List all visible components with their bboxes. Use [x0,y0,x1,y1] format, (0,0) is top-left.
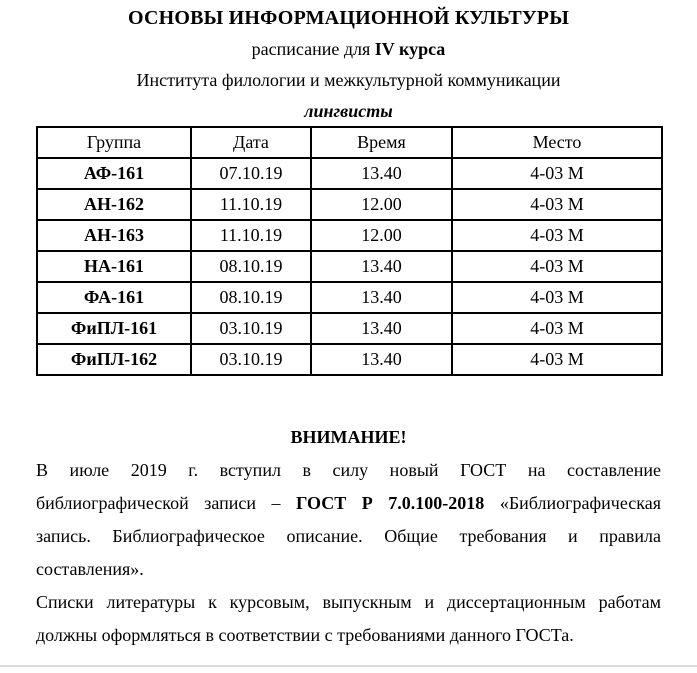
text-line-content: должны оформляться в соответствии с требованиями данного ГОСТа. [36,625,574,645]
cell-group: ФиПЛ-161 [37,313,191,344]
text-line [36,454,661,487]
text-line [36,619,661,652]
notice-heading: ВНИМАНИЕ! [290,427,407,447]
doc-header [0,0,697,127]
cell-date: 11.10.19 [191,220,311,251]
cell-date: 08.10.19 [191,282,311,313]
cell-time: 13.40 [311,158,452,189]
table-row [37,313,662,344]
cell-place: 4-03 М [452,282,662,313]
column-header-group: Группа [37,127,191,158]
column-header-place: Место [452,127,662,158]
doc-subtitle-prefix: расписание для [251,39,375,59]
cell-group: АН-163 [37,220,191,251]
table-row [37,189,662,220]
text-line [36,553,661,586]
text-line [36,586,661,619]
text-line [36,487,661,520]
doc-subtitle [0,34,697,65]
cell-place: 4-03 М [452,313,662,344]
cell-date: 07.10.19 [191,158,311,189]
cell-date: 03.10.19 [191,313,311,344]
cell-date: 03.10.19 [191,344,311,375]
notice-paragraph-1 [36,454,661,586]
notice-section [36,390,661,652]
text-line-content: запись. Библиографическое описание. Общие требования и правила [36,526,661,546]
bottom-divider [0,665,697,667]
table-row [37,158,662,189]
cell-group: АН-162 [37,189,191,220]
cell-date: 08.10.19 [191,251,311,282]
table-row [37,251,662,282]
cell-place: 4-03 М [452,158,662,189]
text-line [36,520,661,553]
cell-group: НА-161 [37,251,191,282]
cell-place: 4-03 М [452,189,662,220]
cell-time: 13.40 [311,344,452,375]
gost-standard-number: ГОСТ Р 7.0.100-2018 [296,493,485,513]
cell-time: 13.40 [311,282,452,313]
doc-subtitle-course: IV курса [374,39,446,59]
notice-paragraph-2 [36,586,661,652]
text-line-content: Списки литературы к курсовым, выпускным и диссертационным работам [36,592,661,612]
cell-place: 4-03 М [452,251,662,282]
cell-time: 13.40 [311,251,452,282]
cell-date: 11.10.19 [191,189,311,220]
doc-institute: Института филологии и межкультурной коммуникации [136,70,561,90]
table-row [37,220,662,251]
cell-time: 12.00 [311,189,452,220]
table-row [37,282,662,313]
column-header-date: Дата [191,127,311,158]
text-line-content: «Библиографическая [484,493,662,513]
cell-group: АФ-161 [37,158,191,189]
cell-place: 4-03 М [452,220,662,251]
doc-title: ОСНОВЫ ИНФОРМАЦИОННОЙ КУЛЬТУРЫ [127,7,570,29]
doc-audience: лингвисты [304,101,393,121]
cell-time: 13.40 [311,313,452,344]
cell-group: ФиПЛ-162 [37,344,191,375]
column-header-time: Время [311,127,452,158]
cell-time: 12.00 [311,220,452,251]
schedule-table [36,126,663,376]
cell-place: 4-03 М [452,344,662,375]
text-line-content: В июле 2019 г. вступил в силу новый ГОСТ на составление [36,460,661,480]
table-row [37,344,662,375]
table-header-row [37,127,662,158]
cell-group: ФА-161 [37,282,191,313]
text-line-content: составления». [36,559,144,579]
text-line-content: библиографической записи – [36,493,297,513]
